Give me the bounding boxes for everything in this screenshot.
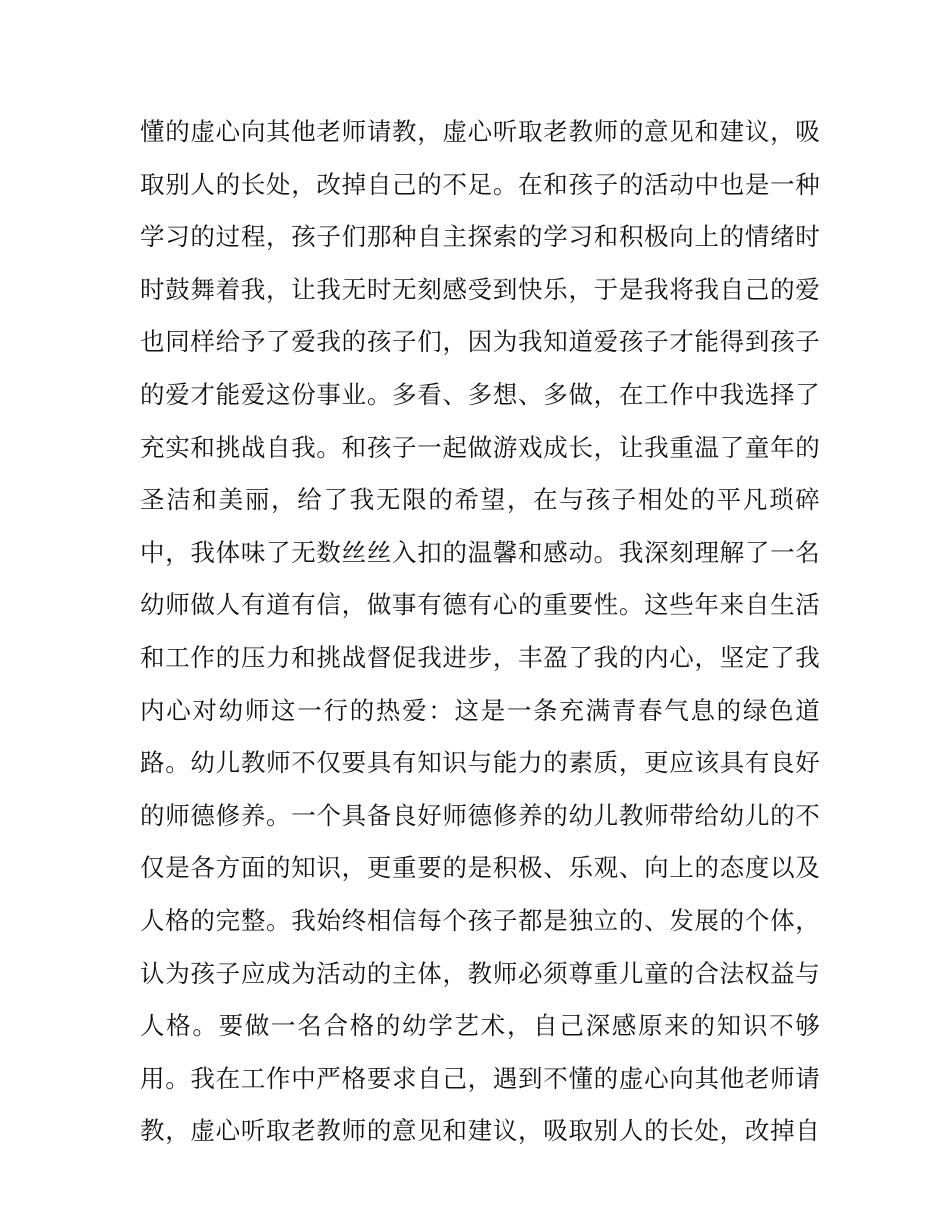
text-line: 也同样给予了爱我的孩子们，因为我知道爱孩子才能得到孩子 [140, 327, 820, 357]
text-line: 懂的虚心向其他老师请教，虚心听取老教师的意见和建议，吸 [140, 117, 820, 146]
text-line: 圣洁和美丽，给了我无限的希望，在与孩子相处的平凡琐碎 [140, 485, 820, 515]
text-line: 充实和挑战自我。和孩子一起做游戏成长，让我重温了童年的 [140, 432, 820, 462]
text-line: 教，虚心听取老教师的意见和建议，吸取别人的长处，改掉自 [140, 1116, 820, 1146]
text-line: 幼师做人有道有信，做事有德有心的重要性。这些年来自生活 [140, 590, 820, 620]
text-line: 和工作的压力和挑战督促我进步，丰盈了我的内心，坚定了我 [140, 642, 820, 672]
text-line: 的爱才能爱这份事业。多看、多想、多做，在工作中我选择了 [140, 379, 820, 409]
text-line: 仅是各方面的知识，更重要的是积极、乐观、向上的态度以及 [140, 853, 820, 883]
text-line: 人格的完整。我始终相信每个孩子都是独立的、发展的个体， [140, 905, 820, 935]
text-line: 取别人的长处，改掉自己的不足。在和孩子的活动中也是一种 [140, 169, 820, 199]
body-text [140, 106, 820, 1158]
text-line: 时鼓舞着我，让我无时无刻感受到快乐，于是我将我自己的爱 [140, 274, 820, 304]
text-line: 用。我在工作中严格要求自己，遇到不懂的虚心向其他老师请 [140, 1063, 820, 1093]
text-line: 路。幼儿教师不仅要具有知识与能力的素质，更应该具有良好 [140, 748, 820, 778]
text-line: 中，我体味了无数丝丝入扣的温馨和感动。我深刻理解了一名 [140, 537, 820, 567]
text-line: 学习的过程，孩子们那种自主探索的学习和积极向上的情绪时 [140, 222, 820, 252]
text-line: 人格。要做一名合格的幼学艺术，自己深感原来的知识不够 [140, 1011, 820, 1041]
text-line: 认为孩子应成为活动的主体，教师必须尊重儿童的合法权益与 [140, 958, 820, 988]
text-line: 内心对幼师这一行的热爱：这是一条充满青春气息的绿色道 [140, 695, 820, 725]
text-line: 的师德修养。一个具备良好师德修养的幼儿教师带给幼儿的不 [140, 800, 820, 830]
